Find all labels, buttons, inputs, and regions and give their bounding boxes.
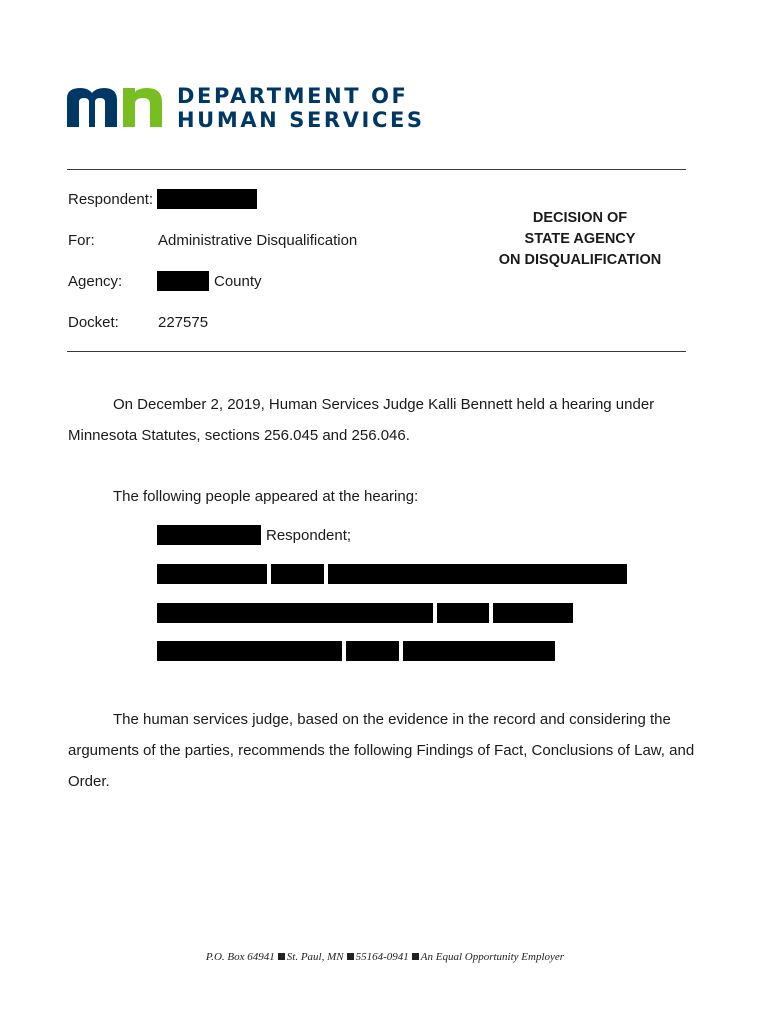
decision-title-line2: STATE AGENCY [524,231,636,247]
recommendation-line3: Order. [68,773,110,790]
footer [0,951,770,963]
docket-value: 227575 [158,314,209,331]
respondent-label: Respondent: [68,191,154,208]
appearance2-redaction-c [328,564,627,584]
square-bullet-icon [347,953,354,960]
logo-text-line1: DEPARTMENT OF [177,84,409,108]
appearance3-redaction-b [437,603,489,623]
top-divider [67,169,686,170]
logo-text-line2: HUMAN SERVICES [177,108,425,132]
mn-logo-icon [67,86,163,128]
appearance3-redaction-c [493,603,573,623]
agency-value: County [214,273,262,290]
recommendation-line1: The human services judge, based on the evidence in the record and considering the [113,711,671,728]
appearance3-redaction-a [157,603,433,623]
appearance1-redaction [157,525,261,545]
agency-label: Agency: [68,273,123,290]
for-label: For: [68,232,95,249]
footer-eoe: An Equal Opportunity Employer [420,951,565,963]
for-value: Administrative Disqualification [158,232,358,249]
appearance2-redaction-a [157,564,267,584]
appearance4-redaction-a [157,641,342,661]
footer-city: St. Paul, MN [286,951,344,963]
square-bullet-icon [412,953,419,960]
decision-title [480,208,680,271]
footer-po-box: P.O. Box 64941 [205,951,275,963]
decision-title-line1: DECISION OF [532,210,628,226]
recommendation-line2: arguments of the parties, recommends the following Findings of Fact, Conclusions of Law, and [68,742,695,759]
appearance4-redaction-c [403,641,555,661]
square-bullet-icon [278,953,285,960]
appearances-intro: The following people appeared at the hearing: [113,488,419,505]
appearance1-role: Respondent; [266,527,352,544]
footer-zip: 55164-0941 [355,951,409,963]
respondent-redaction [157,189,257,209]
decision-title-line3: ON DISQUALIFICATION [498,252,662,268]
agency-redaction [157,271,209,291]
appearance2-redaction-b [271,564,324,584]
bottom-divider [67,351,686,352]
hearing-paragraph-line2: Minnesota Statutes, sections 256.045 and 256.046. [68,427,410,444]
appearance4-redaction-b [346,641,399,661]
docket-label: Docket: [68,314,119,331]
hearing-paragraph-line1: On December 2, 2019, Human Services Judge Kalli Bennett held a hearing under [113,396,655,413]
